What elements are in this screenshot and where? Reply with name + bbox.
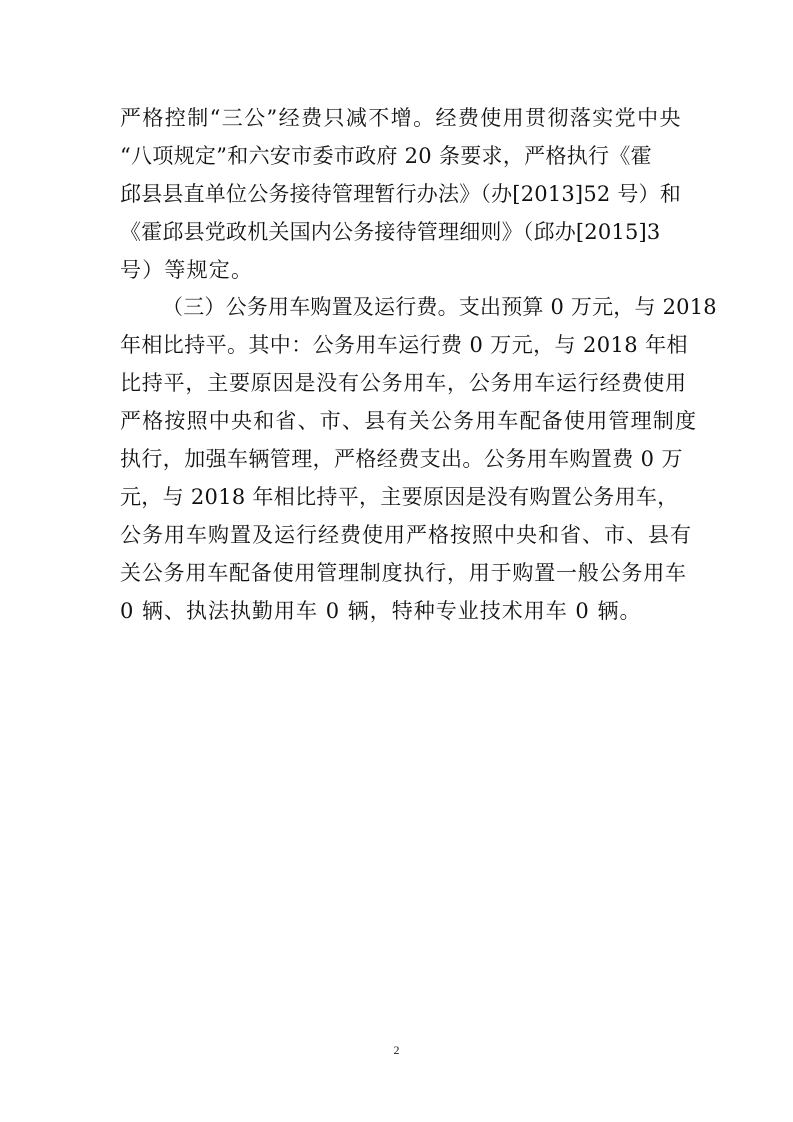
- paragraph-line: 0 辆、执法执勤用车 0 辆，特种专业技术用车 0 辆。: [120, 599, 642, 623]
- paragraph-line: 严格控制“三公”经费只减不增。经费使用贯彻落实党中央: [120, 106, 682, 130]
- paragraph-line: 邱县县直单位公务接待管理暂行办法》（办[2013]52 号）和: [120, 182, 681, 206]
- paragraph-line: “八项规定”和六安市委市政府 20 条要求，严格执行《霍: [120, 144, 652, 168]
- paragraph-line: 严格按照中央和省、市、县有关公务用车配备使用管理制度: [120, 409, 698, 433]
- paragraph-line: 元，与 2018 年相比持平，主要原因是没有购置公务用车，: [120, 485, 679, 509]
- paragraph-line: 比持平，主要原因是没有公务用车，公务用车运行经费使用: [120, 371, 687, 395]
- paragraph-line: 年相比持平。其中：公务用车运行费 0 万元，与 2018 年相: [120, 333, 688, 357]
- paragraph-line: 关公务用车配备使用管理制度执行，用于购置一般公务用车: [120, 561, 687, 585]
- page-number: 2: [393, 1043, 400, 1057]
- paragraph-line: 《霍邱县党政机关国内公务接待管理细则》（邱办[2015]3: [120, 220, 661, 244]
- paragraph-line: 公务用车购置及运行经费使用严格按照中央和省、市、县有: [120, 523, 692, 547]
- paragraph-line: 执行，加强车辆管理，严格经费支出。公务用车购置费 0 万: [120, 447, 683, 471]
- paragraph-line: 号）等规定。: [120, 258, 254, 282]
- section-heading-line: （三）公务用车购置及运行费。支出预算 0 万元，与 2018: [162, 295, 717, 319]
